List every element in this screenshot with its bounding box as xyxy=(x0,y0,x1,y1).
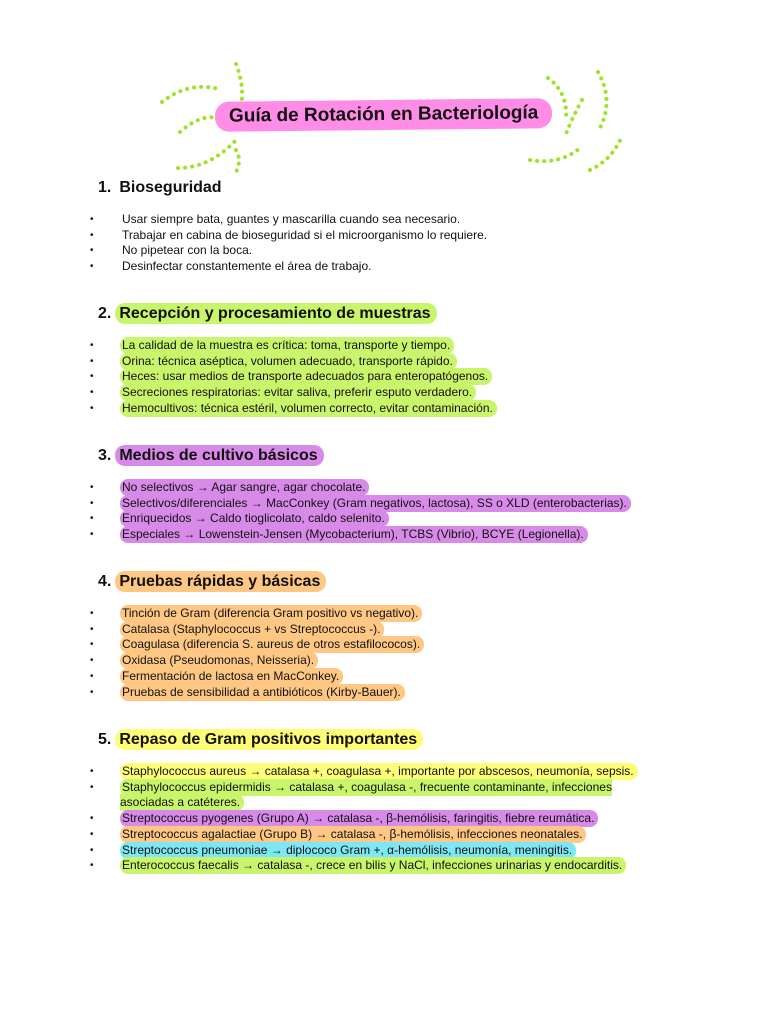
list-item-text: Streptococcus pyogenes (Grupo A) → catalasa -, β-hemólisis, faringitis, fiebre reumática. xyxy=(120,810,598,827)
section-title: Medios de cultivo básicos xyxy=(115,445,323,466)
section-title: Bioseguridad xyxy=(119,179,222,196)
list-item-text: Selectivos/diferenciales → MacConkey (Gram negativos, lactosa), SS o XLD (enterobacterias). xyxy=(120,495,631,512)
section-heading xyxy=(98,176,718,200)
list-item-text: Orina: técnica aséptica, volumen adecuado, transporte rápido. xyxy=(120,353,457,370)
list-item xyxy=(98,843,718,859)
list-item-text: Streptococcus agalactiae (Grupo B) → catalasa -, β-hemólisis, infecciones neonatales. xyxy=(120,826,586,843)
list-item xyxy=(98,811,718,827)
bullet-list xyxy=(98,480,718,543)
list-item-text: Usar siempre bata, guantes y mascarilla cuando sea necesario. xyxy=(122,212,461,226)
list-item xyxy=(98,228,718,244)
bullet-list xyxy=(98,338,718,417)
list-item-text: Hemocultivos: técnica estéril, volumen correcto, evitar contaminación. xyxy=(120,400,497,417)
list-item-text: Desinfectar constantemente el área de trabajo. xyxy=(122,259,372,274)
section-pruebas-rapidas xyxy=(98,570,718,700)
section-number: 2. xyxy=(98,305,112,322)
list-item xyxy=(98,527,718,543)
list-item-text: No pipetear con la boca. xyxy=(122,243,253,258)
list-item xyxy=(98,401,718,417)
list-item-text: Staphylococcus epidermidis → catalasa +, coagulasa -, frecuente contaminante, infecciones asociadas a catéteres. xyxy=(120,779,612,810)
section-number: 3. xyxy=(98,447,112,464)
section-heading xyxy=(98,302,718,326)
list-item xyxy=(98,243,718,259)
list-item xyxy=(98,259,718,275)
list-item xyxy=(98,858,718,874)
section-number: 4. xyxy=(98,573,112,590)
section-gram-positivos xyxy=(98,728,718,874)
list-item-text: Especiales → Lowenstein-Jensen (Mycobacterium), TCBS (Vibrio), BCYE (Legionella). xyxy=(120,526,588,543)
list-item xyxy=(98,385,718,401)
list-item xyxy=(98,622,718,638)
section-number: 5. xyxy=(98,731,112,748)
section-bioseguridad xyxy=(98,176,718,275)
list-item-text: Pruebas de sensibilidad a antibióticos (Kirby-Bauer). xyxy=(120,684,405,701)
list-item xyxy=(98,480,718,496)
section-heading xyxy=(98,570,718,594)
list-item-text: No selectivos → Agar sangre, agar chocolate. xyxy=(120,479,369,496)
list-item xyxy=(98,354,718,370)
section-title: Repaso de Gram positivos importantes xyxy=(115,729,423,750)
section-title: Pruebas rápidas y básicas xyxy=(115,571,326,592)
section-heading xyxy=(98,728,718,752)
list-item xyxy=(98,606,718,622)
list-item-text: Staphylococcus aureus → catalasa +, coagulasa +, importante por abscesos, neumonía, sepsis. xyxy=(120,763,638,780)
list-item-text: Coagulasa (diferencia S. aureus de otros estafilococos). xyxy=(120,636,424,653)
title-container xyxy=(0,100,768,130)
list-item xyxy=(98,511,718,527)
list-item xyxy=(98,669,718,685)
list-item-text: Catalasa (Staphylococcus + vs Streptococcus -). xyxy=(120,621,384,638)
list-item-text: Tinción de Gram (diferencia Gram positivo vs negativo). xyxy=(120,605,422,622)
list-item xyxy=(98,338,718,354)
list-item-text: Streptococcus pneumoniae → diplococo Gram +, α-hemólisis, neumonía, meningitis. xyxy=(120,842,576,859)
list-item xyxy=(98,637,718,653)
bullet-list xyxy=(98,212,718,275)
section-number: 1. xyxy=(98,179,112,196)
bullet-list xyxy=(98,764,718,874)
list-item xyxy=(98,369,718,385)
list-item-text: Oxidasa (Pseudomonas, Neisseria). xyxy=(120,652,318,669)
list-item xyxy=(98,212,718,228)
list-item xyxy=(98,827,718,843)
list-item-text: Fermentación de lactosa en MacConkey. xyxy=(120,668,343,685)
list-item-text: Secreciones respiratorias: evitar saliva, preferir esputo verdadero. xyxy=(120,384,476,401)
list-item-text: Enterococcus faecalis → catalasa -, crece en bilis y NaCl, infecciones urinarias y endocarditis. xyxy=(120,857,626,874)
section-recepcion xyxy=(98,302,718,417)
list-item-text: La calidad de la muestra es crítica: toma, transporte y tiempo. xyxy=(120,337,454,354)
list-item xyxy=(98,496,718,512)
list-item xyxy=(98,764,718,780)
list-item-text: Trabajar en cabina de bioseguridad si el microorganismo lo requiere. xyxy=(122,227,488,242)
list-item xyxy=(98,780,640,811)
section-medios-cultivo xyxy=(98,444,718,543)
list-item-text: Heces: usar medios de transporte adecuados para enteropatógenos. xyxy=(120,368,492,385)
list-item xyxy=(98,685,718,701)
page-title: Guía de Rotación en Bacteriología xyxy=(215,98,553,132)
list-item-text: Enriquecidos → Caldo tioglicolato, caldo selenito. xyxy=(120,510,389,527)
section-title: Recepción y procesamiento de muestras xyxy=(115,303,436,324)
section-heading xyxy=(98,444,718,468)
bullet-list xyxy=(98,606,718,700)
list-item xyxy=(98,653,718,669)
